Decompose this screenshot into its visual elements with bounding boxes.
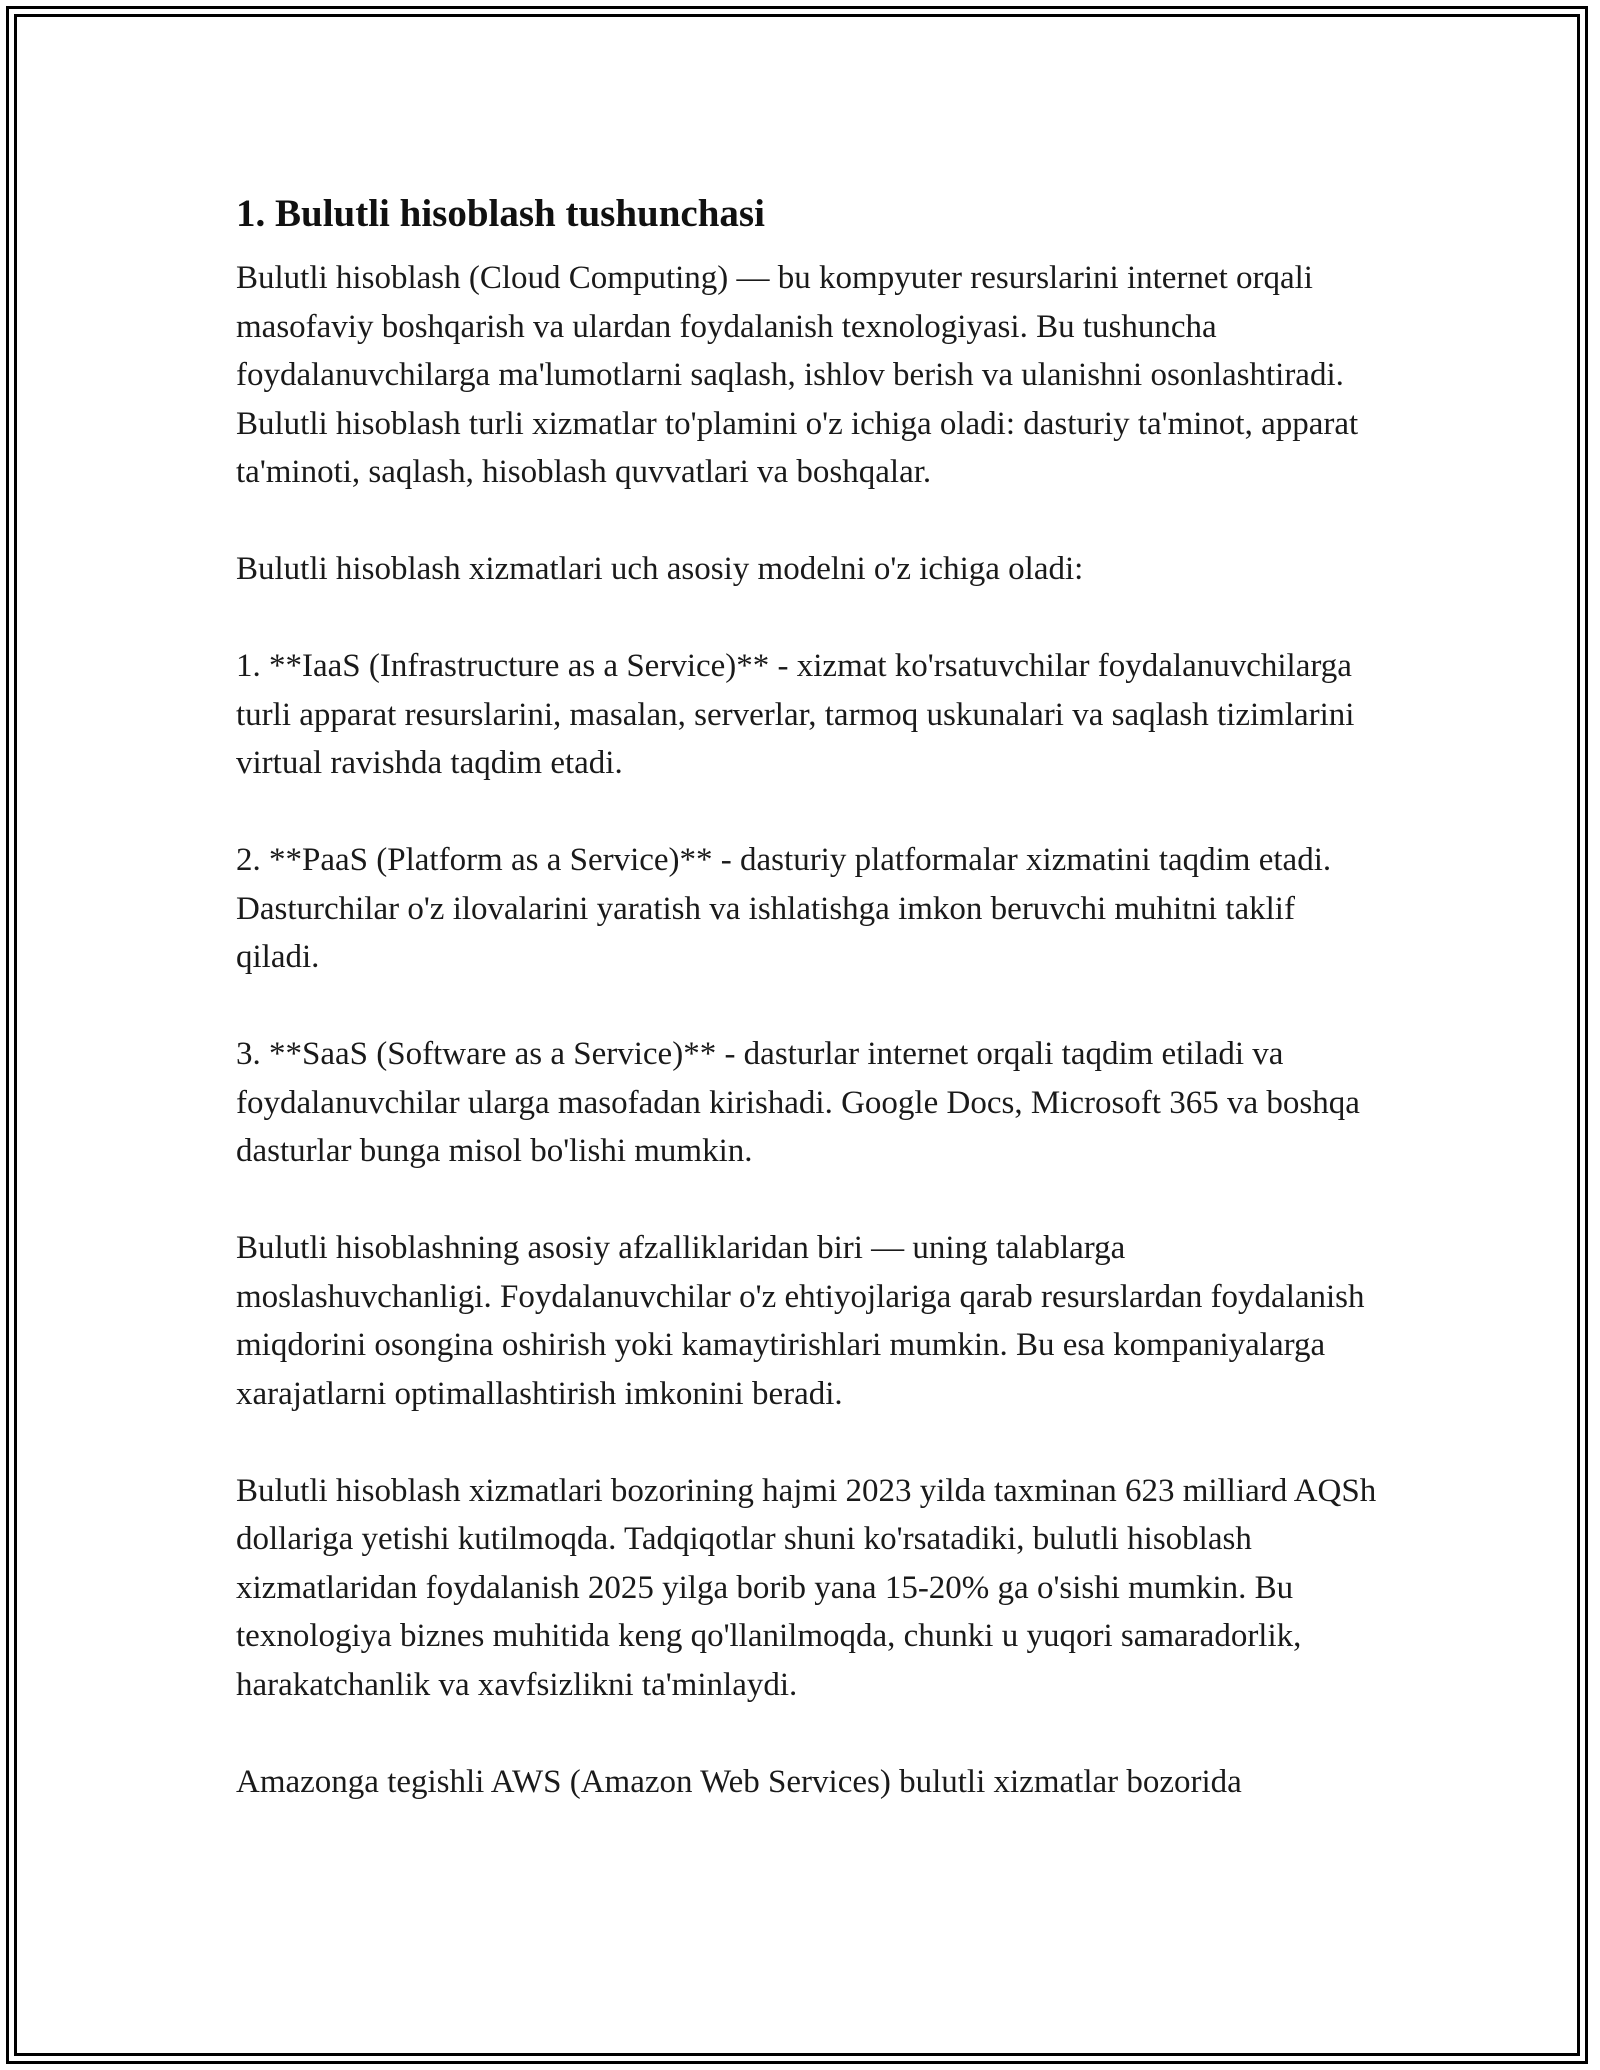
paragraph-saas: 3. **SaaS (Software as a Service)** - dasturlar internet orqali taqdim etiladi va foydalanuvchilar ularga masofadan kirishadi. Google Docs, Microsoft 365 va boshqa dasturlar bunga misol bo'lishi mumkin. bbox=[236, 1036, 1360, 1169]
paragraph-market-size: Bulutli hisoblash xizmatlari bozorining hajmi 2023 yilda taxminan 623 milliard AQSh dollariga yetishi kutilmoqda. Tadqiqotlar shuni ko'rsatadiki, bulutli hisoblash xizmatlaridan foydalanish 2025 yilga borib yana 15-20% ga o'sishi mumkin. Bu texnologiya biznes muhitida keng qo'llanilmoqda, chunki u yuqori samaradorlik, harakatchanlik va xavfsizlikni ta'minlaydi. bbox=[236, 1472, 1377, 1703]
paragraph-definition: Bulutli hisoblash (Cloud Computing) — bu kompyuter resurslarini internet orqali masofaviy boshqarish va ulardan foydalanish texnologiyasi. Bu tushuncha foydalanuvchilarga ma'lumotlarni saqlash, ishlov berish va ulanishni osonlashtiradi. Bulutli hisoblash turli xizmatlar to'plamini o'z ichiga oladi: dasturiy ta'minot, apparat ta'minoti, saqlash, hisoblash quvvatlari va boshqalar. bbox=[236, 260, 1359, 490]
paragraph-aws: Amazonga tegishli AWS (Amazon Web Services) bulutli xizmatlar bozorida bbox=[236, 1763, 1242, 1800]
paragraph-iaas: 1. **IaaS (Infrastructure as a Service)** - xizmat ko'rsatuvchilar foydalanuvchilarga turli apparat resurslarini, masalan, serverlar, tarmoq uskunalari va saqlash tizimlarini virtual ravishda taqdim etadi. bbox=[236, 648, 1355, 781]
paragraph-paas: 2. **PaaS (Platform as a Service)** - dasturiy platformalar xizmatini taqdim etadi. Dasturchilar o'z ilovalarini yaratish va ishlatishga imkon beruvchi muhitni taklif qiladi. bbox=[236, 842, 1332, 975]
section-heading: 1. Bulutli hisoblash tushunchasi bbox=[236, 192, 765, 235]
paragraph-advantages: Bulutli hisoblashning asosiy afzalliklaridan biri — uning talablarga moslashuvchanligi. Foydalanuvchilar o'z ehtiyojlariga qarab resurslardan foydalanish miqdorini osongina oshirish yoki kamaytirishlari mumkin. Bu esa kompaniyalarga xarajatlarni optimallashtirish imkonini beradi. bbox=[236, 1230, 1365, 1412]
paragraph-models-intro: Bulutli hisoblash xizmatlari uch asosiy modelni o'z ichiga oladi: bbox=[236, 551, 1084, 587]
document-body bbox=[236, 186, 1386, 1806]
